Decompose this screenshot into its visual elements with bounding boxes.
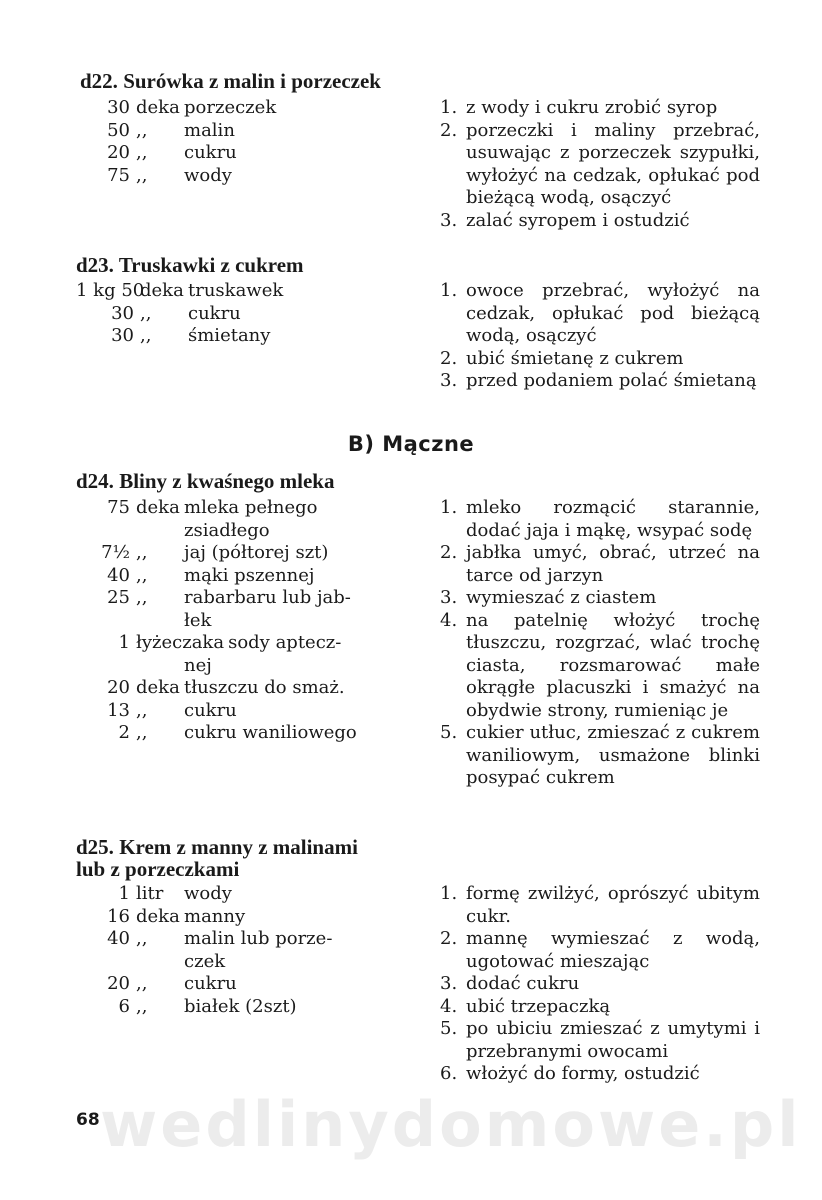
step-number: 1. xyxy=(440,497,458,518)
ingredient-amount: 40 xyxy=(107,928,130,949)
ingredient-row xyxy=(96,610,426,633)
ingredient-amount xyxy=(96,655,130,678)
step-text: zalać syropem i ostudzić xyxy=(466,209,690,231)
ingredient-amount: 25 xyxy=(107,587,130,608)
ingredient-amount: 7½ xyxy=(101,542,130,563)
step-number: 4. xyxy=(440,995,458,1017)
ingredient-row xyxy=(96,97,426,120)
ingredient-unit: ,, xyxy=(136,973,148,994)
watermark: wedlinydomowe.pl xyxy=(100,1088,802,1161)
step-item xyxy=(440,497,760,542)
ingredient-name: cukru xyxy=(184,973,237,994)
step-text: ubić trzepaczką xyxy=(466,995,611,1017)
ingredient-name: mąki pszennej xyxy=(184,564,315,586)
ingredient-name: porzeczek xyxy=(184,97,277,118)
ingredient-row xyxy=(96,700,426,723)
ingredient-unit: ,, xyxy=(136,542,148,563)
step-item xyxy=(440,996,760,1019)
ingredient-row xyxy=(96,951,426,974)
ingredient-name: sody aptecz- xyxy=(228,632,342,653)
ingredient-name: cukru xyxy=(184,699,237,721)
ingredient-row xyxy=(96,565,426,588)
step-number: 4. xyxy=(440,609,458,631)
step-text: mleko rozmącić starannie, dodać jaja i mąkę, wsypać sodę xyxy=(466,497,760,541)
ingredient-unit: deka xyxy=(136,905,180,927)
step-text: wymieszać z ciastem xyxy=(466,587,657,608)
ingredient-amount xyxy=(96,520,130,543)
step-item xyxy=(440,1018,760,1063)
recipe-number: d25. xyxy=(76,835,114,859)
ingredient-name: cukru xyxy=(188,302,241,324)
step-item xyxy=(440,542,760,587)
ingredient-amount: 2 xyxy=(118,722,130,743)
ingredient-amount: 1 kg 50 xyxy=(76,280,145,301)
recipe-name: Truskawki z cukrem xyxy=(118,253,304,277)
ingredient-row xyxy=(96,587,426,610)
ingredient-unit xyxy=(130,655,180,678)
ingredient-name: zsiadłego xyxy=(184,519,270,541)
ingredient-row xyxy=(96,120,426,143)
step-text: dodać cukru xyxy=(466,973,580,994)
ingredient-row xyxy=(96,165,426,188)
step-item xyxy=(440,1063,760,1086)
step-item xyxy=(440,280,760,348)
step-number: 2. xyxy=(440,119,458,141)
step-number: 1. xyxy=(440,883,458,904)
ingredient-name: śmietany xyxy=(188,325,271,346)
step-number: 3. xyxy=(440,973,458,994)
step-number: 5. xyxy=(440,722,458,743)
step-list xyxy=(440,883,760,1086)
recipe-title xyxy=(76,254,304,277)
step-text: mannę wymieszać z wodą, ugotować mieszając xyxy=(466,928,760,972)
ingredient-list xyxy=(76,280,406,348)
step-item xyxy=(440,883,760,928)
ingredient-amount: 20 xyxy=(107,973,130,994)
recipe-name: Bliny z kwaśnego mleka xyxy=(119,469,335,493)
ingredient-unit xyxy=(130,951,180,974)
ingredient-unit: deka xyxy=(140,280,184,301)
recipe-title xyxy=(76,836,358,859)
page-number: 68 xyxy=(76,1110,100,1130)
ingredient-amount: 20 xyxy=(107,142,130,163)
step-item xyxy=(440,97,760,120)
step-text: porzeczki i maliny przebrać, usuwając z porzeczek szypułki, wyłożyć na cedzak, opłukać pod bieżącą wodą, osączyć xyxy=(466,119,760,208)
ingredient-row xyxy=(96,497,426,520)
step-list xyxy=(440,280,760,393)
recipe-title xyxy=(76,470,334,493)
ingredient-name: manny xyxy=(184,905,246,927)
ingredient-amount xyxy=(96,951,130,974)
ingredient-name: malin xyxy=(184,119,235,141)
ingredient-unit: ,, xyxy=(136,164,148,186)
ingredient-name: cukru xyxy=(184,142,237,163)
step-text: ubić śmietanę z cukrem xyxy=(466,347,684,369)
ingredient-row xyxy=(96,142,426,165)
step-text: po ubiciu zmieszać z umytymi i przebranymi owocami xyxy=(466,1018,760,1062)
recipe-number: d24. xyxy=(76,469,114,493)
ingredient-unit: deka xyxy=(136,677,180,698)
ingredient-unit: ,, xyxy=(136,995,148,1017)
step-number: 5. xyxy=(440,1018,458,1039)
ingredient-row xyxy=(96,542,426,565)
step-item xyxy=(440,928,760,973)
ingredient-amount: 1 xyxy=(118,883,130,904)
step-text: włożyć do formy, ostudzić xyxy=(466,1063,700,1084)
ingredient-unit: deka xyxy=(136,97,180,118)
ingredient-row xyxy=(76,303,406,326)
ingredient-unit: ,, xyxy=(140,325,152,346)
step-text: formę zwilżyć, oprószyć ubitym cukr. xyxy=(466,883,760,927)
step-number: 3. xyxy=(440,209,458,231)
ingredient-name: truskawek xyxy=(188,280,284,301)
ingredient-amount: 50 xyxy=(107,119,130,141)
recipe-title-continued: lub z porzeczkami xyxy=(76,857,240,881)
ingredient-amount: 30 xyxy=(111,325,134,346)
ingredient-row xyxy=(76,325,406,348)
ingredient-row xyxy=(96,928,426,951)
ingredient-unit: ,, xyxy=(136,119,148,141)
ingredient-unit: ,, xyxy=(136,928,148,949)
ingredient-amount: 30 xyxy=(107,97,130,118)
recipe-title xyxy=(80,70,381,93)
ingredient-amount: 13 xyxy=(107,699,130,721)
ingredient-unit xyxy=(130,610,180,633)
ingredient-row xyxy=(96,996,426,1019)
ingredient-name: łek xyxy=(184,609,212,631)
ingredient-amount: 75 xyxy=(107,497,130,518)
step-text: cukier utłuc, zmieszać z cukrem waniliowym, usmażone blinki posypać cukrem xyxy=(466,722,760,788)
ingredient-unit: ,, xyxy=(140,302,152,324)
step-number: 6. xyxy=(440,1063,458,1084)
step-item xyxy=(440,348,760,371)
step-item xyxy=(440,587,760,610)
step-item xyxy=(440,120,760,210)
ingredient-unit: litr xyxy=(136,883,164,904)
ingredient-row xyxy=(96,973,426,996)
ingredient-amount: 1 xyxy=(118,632,130,653)
step-number: 2. xyxy=(440,347,458,369)
ingredient-row xyxy=(96,722,426,745)
ingredient-name: rabarbaru lub jab- xyxy=(184,587,351,608)
step-item xyxy=(440,722,760,790)
step-list xyxy=(440,497,760,790)
recipe-name: Krem z manny z malinami xyxy=(119,835,358,859)
ingredient-unit: ,, xyxy=(136,722,148,743)
ingredient-amount: 30 xyxy=(111,302,134,324)
ingredient-name: mleka pełnego xyxy=(184,497,318,518)
step-item xyxy=(440,610,760,723)
ingredient-list xyxy=(96,97,426,187)
step-text: owoce przebrać, wyłożyć na cedzak, opłukać pod bieżącą wodą, osączyć xyxy=(466,280,760,346)
step-item xyxy=(440,370,760,393)
step-item xyxy=(440,973,760,996)
step-item xyxy=(440,210,760,233)
ingredient-unit: ,, xyxy=(136,142,148,163)
section-heading: B) Mączne xyxy=(347,432,475,456)
ingredient-row xyxy=(96,520,426,543)
step-number: 3. xyxy=(440,587,458,608)
ingredient-unit: łyżeczaka xyxy=(136,632,225,653)
ingredient-row xyxy=(96,906,426,929)
step-number: 2. xyxy=(440,542,458,563)
ingredient-name: cukru waniliowego xyxy=(184,722,357,743)
step-text: z wody i cukru zrobić syrop xyxy=(466,97,718,118)
step-list xyxy=(440,97,760,232)
ingredient-amount xyxy=(96,610,130,633)
step-number: 3. xyxy=(440,370,458,391)
step-text: przed podaniem polać śmietaną xyxy=(466,370,757,391)
step-text: jabłka umyć, obrać, utrzeć na tarce od jarzyn xyxy=(466,542,760,586)
ingredient-unit xyxy=(130,520,180,543)
ingredient-list xyxy=(96,497,426,745)
step-number: 1. xyxy=(440,97,458,118)
recipe-number: d23. xyxy=(76,253,114,277)
ingredient-unit: ,, xyxy=(136,564,148,586)
ingredient-unit: deka xyxy=(136,497,180,518)
ingredient-row xyxy=(96,677,426,700)
step-number: 2. xyxy=(440,928,458,949)
ingredient-amount: 16 xyxy=(107,905,130,927)
ingredient-name: malin lub porze- xyxy=(184,928,333,949)
ingredient-row xyxy=(96,883,426,906)
step-number: 1. xyxy=(440,280,458,301)
ingredient-name: tłuszczu do smaż. xyxy=(184,677,345,698)
ingredient-amount: 75 xyxy=(107,164,130,186)
ingredient-name: białek (2szt) xyxy=(184,995,297,1017)
ingredient-row xyxy=(96,632,426,655)
step-text: na patelnię włożyć trochę tłuszczu, rozgrzać, wlać trochę ciasta, rozsmarować małe okrągłe placuszki i smażyć na obydwie strony, rumieniąc je xyxy=(466,609,760,721)
ingredient-amount: 40 xyxy=(107,564,130,586)
ingredient-name: jaj (półtorej szt) xyxy=(184,542,329,563)
ingredient-name: wody xyxy=(184,883,232,904)
recipe-name: Surówka z malin i porzeczek xyxy=(123,69,381,93)
ingredient-name: czek xyxy=(184,950,226,972)
ingredient-row xyxy=(76,280,406,303)
ingredient-list xyxy=(96,883,426,1018)
ingredient-amount: 20 xyxy=(107,677,130,698)
ingredient-unit: ,, xyxy=(136,699,148,721)
ingredient-name: wody xyxy=(184,164,232,186)
ingredient-row xyxy=(96,655,426,678)
ingredient-amount: 6 xyxy=(118,995,130,1017)
ingredient-unit: ,, xyxy=(136,587,148,608)
recipe-number: d22. xyxy=(80,69,118,93)
ingredient-name: nej xyxy=(184,654,212,676)
